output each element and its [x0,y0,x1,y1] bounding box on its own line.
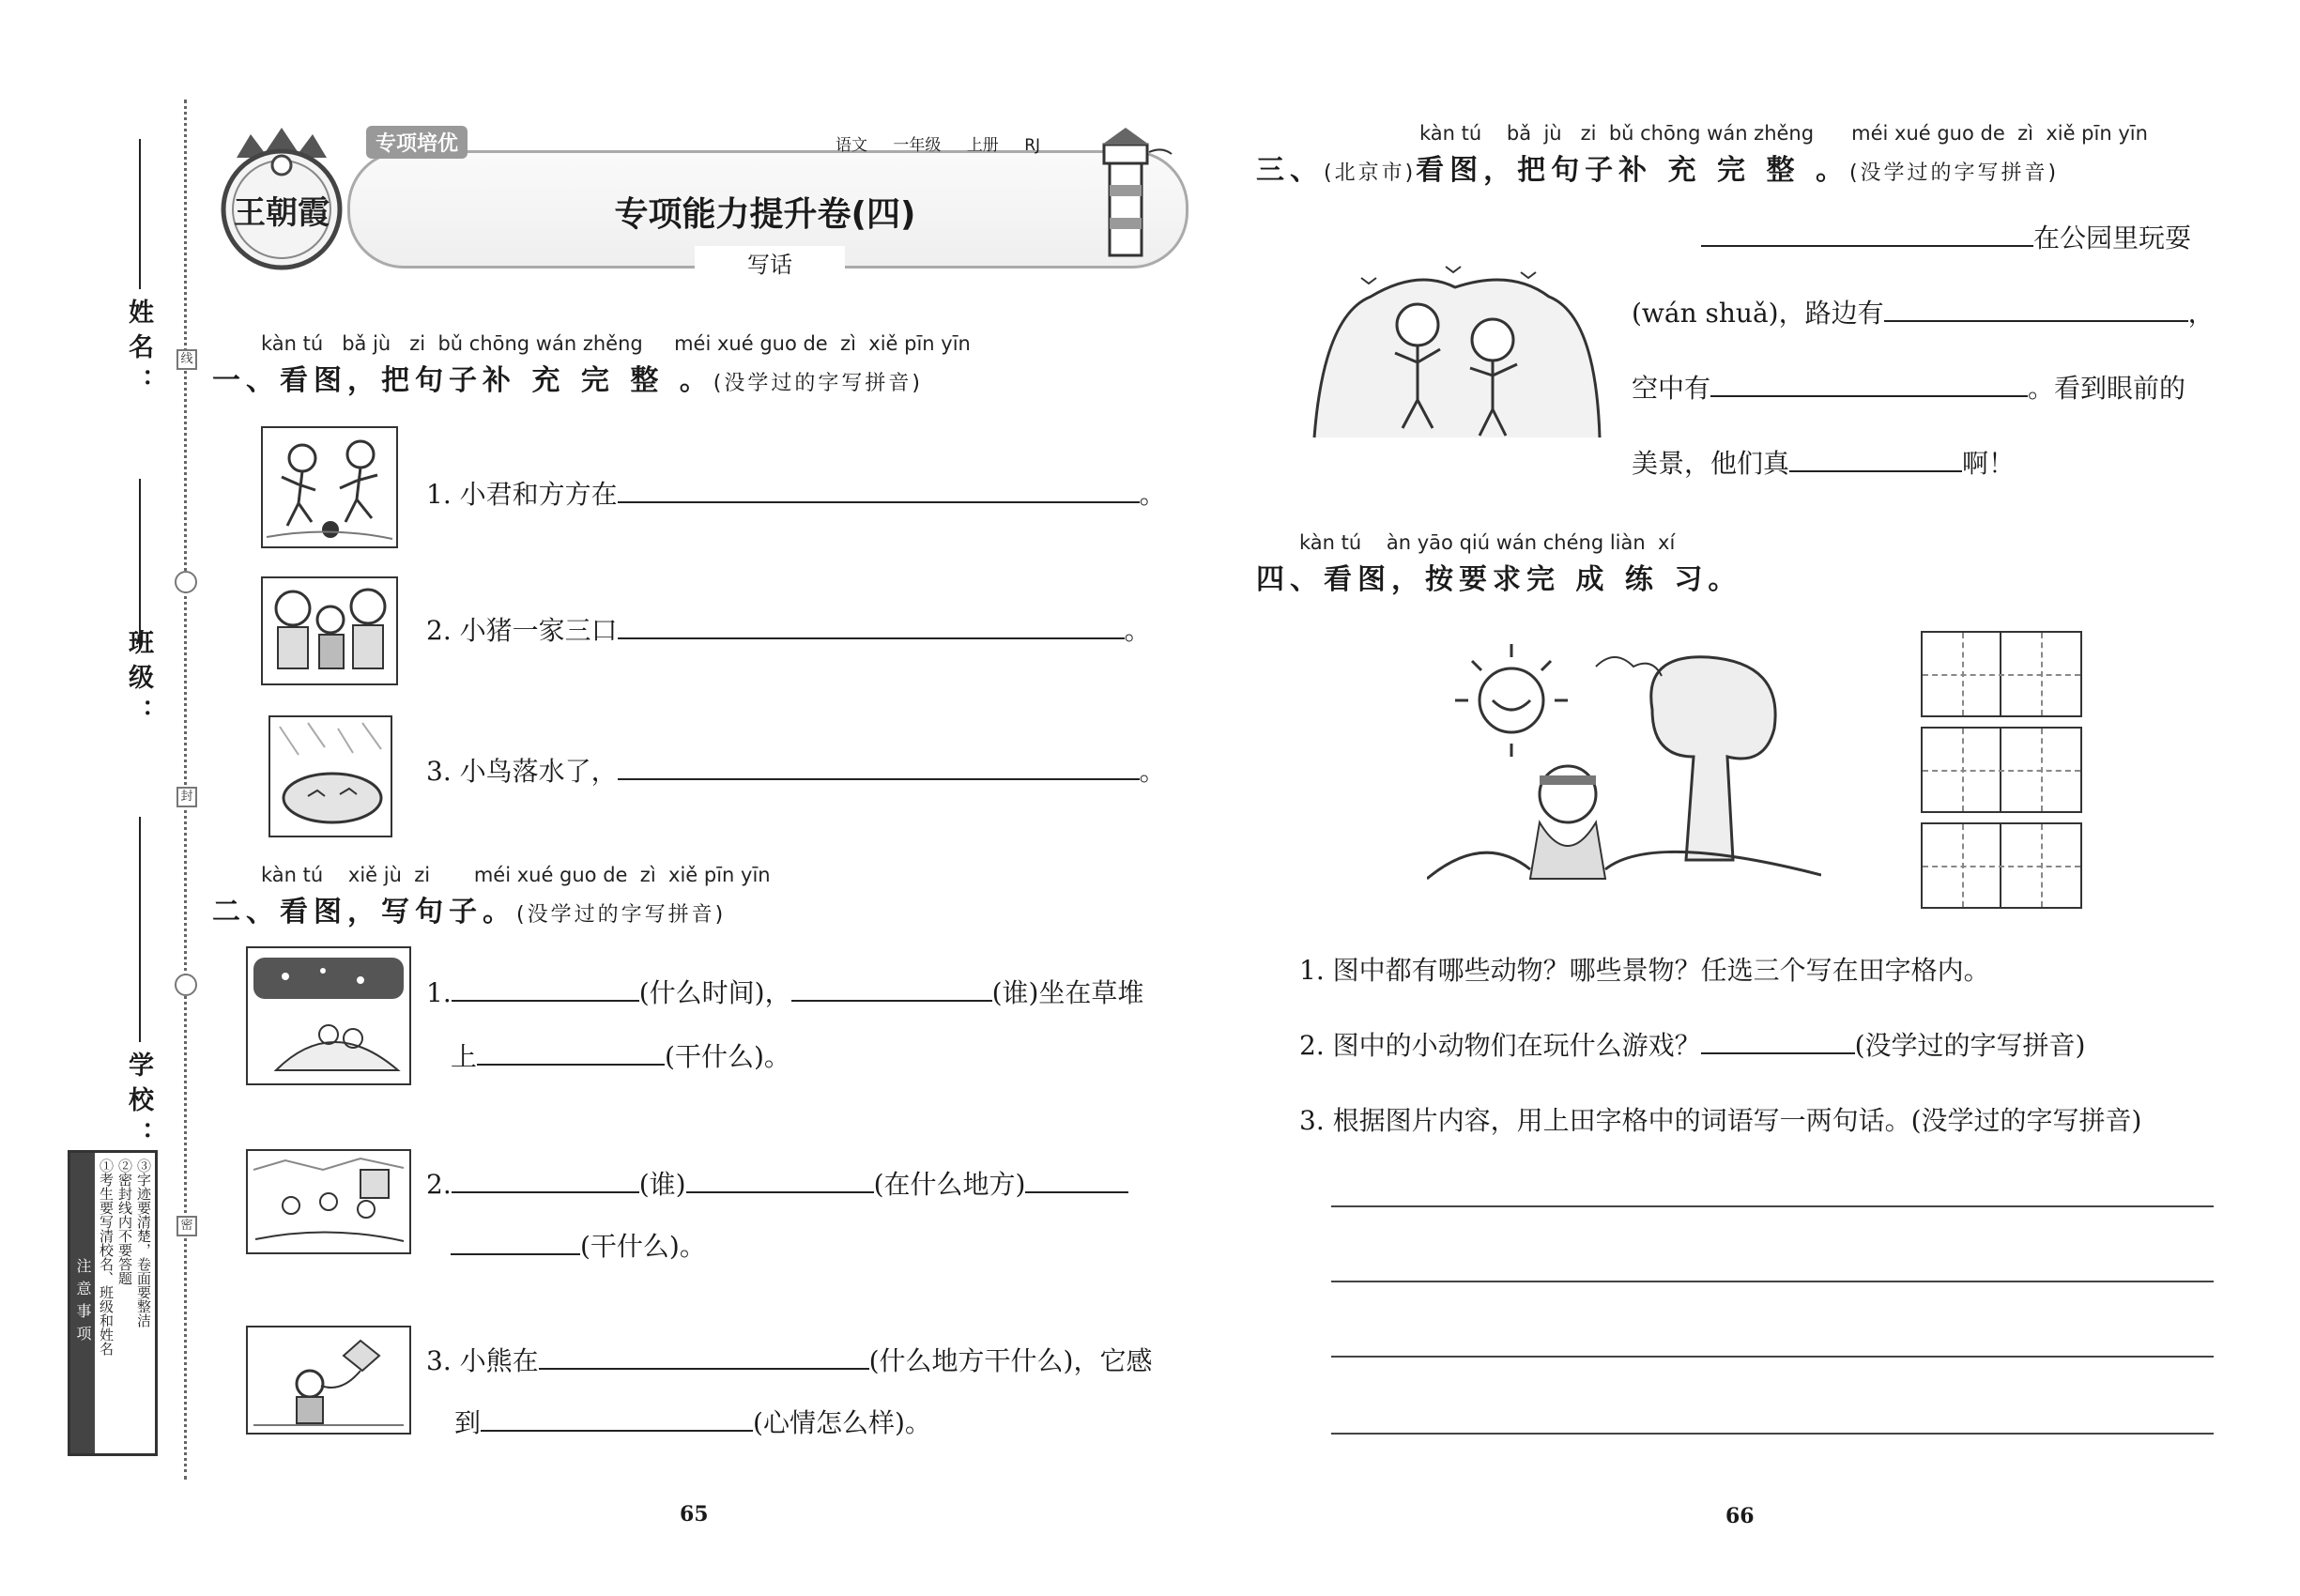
brand-logo [208,120,355,270]
s2-q1-b: (谁)坐在草堆 [991,977,1144,1008]
illustration-kids-playing-ball [261,426,398,548]
full-stop: 。 [1139,756,1166,787]
grid-guide [2041,824,2043,907]
s3-line3a: 空中有 [1632,373,1711,404]
seal-tag-secret: 密 [176,1216,197,1236]
section3-prefix: 三、 [1256,154,1324,187]
s2-q1-a: (什么时间)， [638,977,791,1008]
grid-guide [1923,866,2080,867]
section3-note: (没学过的字写拼音) [1848,161,2060,185]
illustration-pig-family [261,576,398,685]
writing-line[interactable] [1331,1356,2214,1358]
writing-line[interactable] [1331,1205,2214,1207]
answer-blank[interactable] [791,974,992,1002]
s2-q1-line1 [426,973,1143,1010]
s2-q3-d: (心情怎么样)。 [753,1407,931,1438]
s2-q2-line1 [426,1164,1128,1202]
answer-blank[interactable] [1701,1026,1855,1054]
s3-line2b: ， [2187,298,2215,329]
illustration-bird-in-water [268,715,392,837]
full-stop: 。 [1139,479,1166,510]
grid-guide [2041,633,2043,715]
answer-blank[interactable] [1701,219,2033,247]
s4-q2-text: 2. 图中的小动物们在玩什么游戏？ [1299,1030,1701,1061]
notice-title: 注意事项 [70,1153,95,1453]
s2-q2-b: (在什么地方) [873,1169,1026,1200]
s2-q1-num: 1. [426,977,452,1008]
illustration-park-flowers [1305,259,1605,443]
school-label: 学校： [124,1051,153,1156]
s1-item-1 [426,474,1166,512]
illustration-animals-game [1427,644,1821,888]
grid-guide [1962,729,1964,811]
class-line [139,479,141,648]
s3-line2a: (wán shuǎ)，路边有 [1632,298,1884,329]
section3-pinyin: kàn tú bǎ jù zi bǔ chōng wán zhěng méi xué guo de zì xiě pīn yīn [1419,122,2148,145]
answer-blank[interactable] [618,611,1125,639]
logo-text: 王朝霞 [234,194,330,232]
seal-tag-line: 线 [176,349,197,370]
s3-line1 [1701,218,2191,255]
section-badge: 专项培优 [366,126,468,159]
name-label: 姓名： [124,299,153,403]
notice-item: ③字迹要清楚，卷面要整洁 [135,1159,152,1327]
s1-item-2-text: 2. 小猪一家三口 [426,615,618,646]
s2-q3-a: 3. 小熊在 [426,1345,539,1376]
s3-line4b: 啊！ [1962,448,2016,479]
section1-note: (没学过的字写拼音) [713,372,923,395]
section1-title-text: 一、看图，把句子补 充 完 整 。 [212,364,713,397]
grid-guide [1923,674,2080,676]
meta-grade: 一年级 [893,136,942,155]
answer-blank[interactable] [452,1165,639,1193]
answer-blank[interactable] [1884,294,2188,322]
answer-blank[interactable] [1789,444,1962,472]
notice-box [68,1150,158,1456]
section2-pinyin: kàn tú xiě jù zi méi xué guo de zì xiě pīn yīn [261,864,771,886]
section2-title [212,888,726,929]
tianzige-grid[interactable] [1921,631,2082,717]
s2-q2-a: (谁) [638,1169,686,1200]
s1-item-2 [426,610,1151,648]
section3-region: (北京市) [1324,161,1417,185]
answer-blank[interactable] [452,974,639,1002]
answer-blank[interactable] [451,1227,580,1255]
writing-line[interactable] [1331,1433,2214,1435]
book-meta [836,131,1061,155]
section2-title-text: 二、看图，写句子。 [212,896,516,928]
s2-q2-line2 [451,1226,706,1264]
section4-title: 四、看图，按要求完 成 练 习。 [1256,563,1742,596]
s3-line3 [1632,368,2185,406]
meta-volume: 上册 [966,136,999,155]
page-number-left: 65 [680,1502,709,1527]
meta-edition: RJ [1024,136,1041,155]
full-stop: 。 [1124,615,1151,646]
s2-q1-line2 [451,1036,790,1074]
s4-q3: 3. 根据图片内容，用上田字格中的词语写一两句话。(没学过的字写拼音) [1299,1105,2142,1136]
grid-guide [1962,633,1964,715]
s3-line2 [1632,293,2215,330]
grid-guide [1923,770,2080,772]
seal-tag-seal: 封 [176,787,197,807]
writing-line[interactable] [1331,1281,2214,1282]
section2-note: (没学过的字写拼音) [516,903,727,927]
answer-blank[interactable] [1025,1165,1128,1193]
s4-q2 [1299,1025,2085,1063]
notice-item: ②密封线内不要答题 [116,1159,133,1285]
section3-title [1256,146,2059,188]
answer-blank[interactable] [481,1404,753,1432]
section1-pinyin: kàn tú bǎ jù zi bǔ chōng wán zhěng méi xué guo de zì xiě pīn yīn [261,332,971,355]
grid-guide [2041,729,2043,811]
s2-q3-c: 到 [454,1407,482,1438]
s1-item-3-text: 3. 小鸟落水了， [426,756,618,787]
school-line [139,817,141,1042]
s3-line3b: 。看到眼前的 [2028,373,2186,404]
page-subtitle: 写话 [695,246,845,279]
answer-blank[interactable] [477,1037,665,1066]
answer-blank[interactable] [1710,369,2028,397]
illustration-bear-kite [246,1326,411,1435]
s3-line4 [1632,443,2015,481]
s2-q3-line2 [454,1403,931,1440]
section3-title-text: 看图，把句子补 充 完 整 。 [1416,154,1849,187]
grid-guide [1962,824,1964,907]
answer-blank[interactable] [618,752,1140,780]
page-title: 专项能力提升卷(四) [614,195,916,234]
s3-line4a: 美景，他们真 [1632,448,1790,479]
answer-blank[interactable] [686,1165,874,1193]
section1-title [212,357,923,398]
binding-ring [175,974,197,996]
s2-q2-c: (干什么)。 [580,1231,706,1262]
notice-item: ①考生要写清校名、班级和姓名 [98,1159,115,1356]
illustration-kids-in-snow [246,1149,411,1254]
s2-q3-line1 [426,1341,1152,1378]
s3-line1-text: 在公园里玩耍 [2033,223,2192,253]
s1-item-3 [426,751,1166,789]
illustration-night-haystack [246,946,411,1085]
s2-q3-b: (什么地方干什么)，它感 [868,1345,1153,1376]
class-label: 班级： [124,629,153,733]
section4-pinyin: kàn tú àn yāo qiú wán chéng liàn xí [1299,531,1676,554]
s4-q2-note: (没学过的字写拼音) [1854,1030,2086,1061]
answer-blank[interactable] [539,1342,869,1370]
s2-q2-num: 2. [426,1169,452,1200]
page-number-right: 66 [1725,1504,1755,1528]
lighthouse-icon [1081,124,1175,265]
binding-ring [175,571,197,593]
s4-q1: 1. 图中都有哪些动物？哪些景物？任选三个写在田字格内。 [1299,955,1990,986]
name-line [139,139,141,289]
s1-item-1-text: 1. 小君和方方在 [426,479,618,510]
tianzige-grid[interactable] [1921,727,2082,813]
answer-blank[interactable] [618,475,1140,503]
meta-subject: 语文 [836,136,867,155]
s2-q1-d: (干什么)。 [665,1041,790,1072]
s2-q1-c: 上 [451,1041,478,1072]
tianzige-grid[interactable] [1921,822,2082,909]
